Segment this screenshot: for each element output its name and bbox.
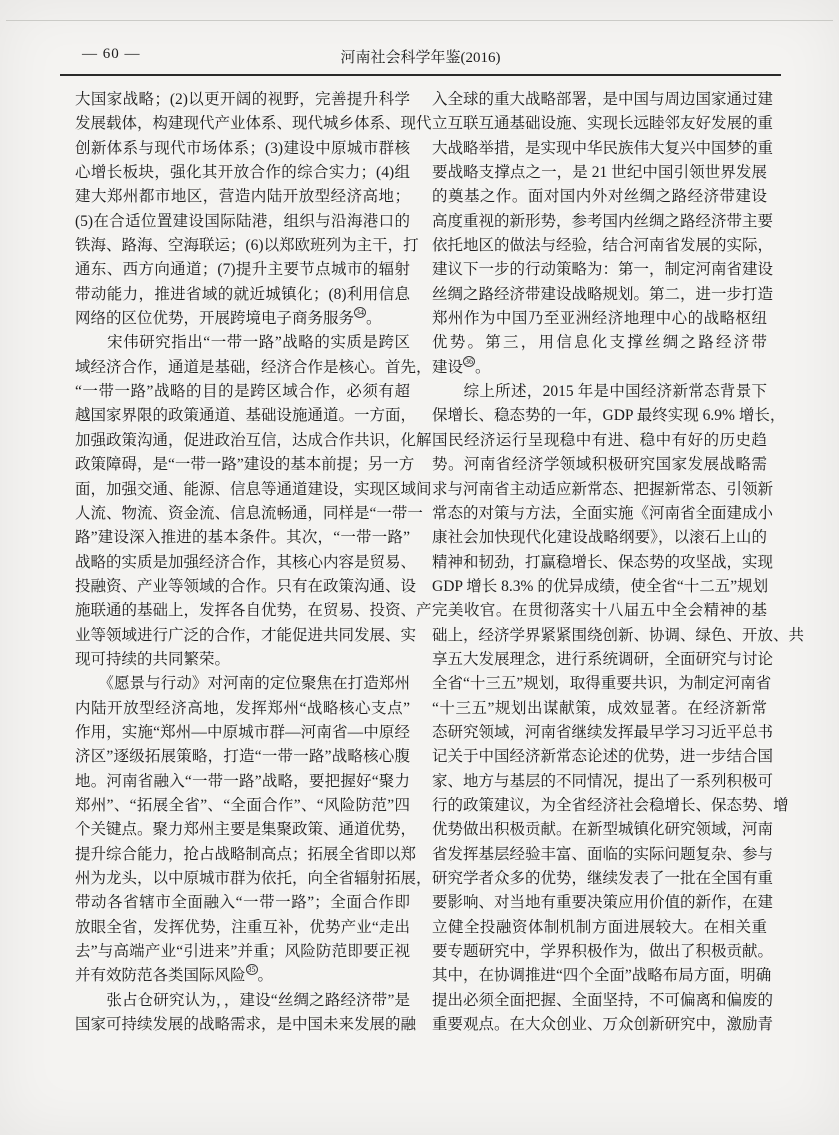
text-line: 建大郑州都市地区，营造内陆开放型经济高地；	[75, 188, 410, 206]
text-line: 投融资、产业等领域的合作。只有在政策沟通、设	[75, 577, 417, 595]
running-title: 河南社会科学年鉴(2016)	[340, 50, 501, 66]
text-line: 提出必须全面把握、全面坚持，不可偏离和偏废的	[432, 991, 774, 1009]
text-line: “十三五”规划出谋献策，成效显著。在经济新常	[432, 699, 767, 717]
text-line: 心增长板块，强化其开放合作的综合实力；(4)组	[75, 164, 410, 182]
text-line: 康社会加快现代化建设战略纲要》，以滚石上山的	[432, 529, 767, 547]
text-line: 建议下一步的行动策略为：第一，制定河南省建设	[432, 261, 774, 279]
text-line: 路”建设深入推进的基本条件。其次，“一带一路”	[75, 529, 410, 547]
text-line: 带动能力，推进省域的就近城镇化；(8)利用信息	[75, 285, 410, 303]
text-line: 研究学者众多的优势，继续发表了一批在全国有重	[432, 870, 774, 887]
text-line: 础上，经济学界紧紧围绕创新、协调、绿色、开放、共	[432, 626, 805, 644]
text-line: 家、地方与基层的不同情况，提出了一系列积极可	[432, 772, 774, 790]
text-line: 丝绸之路经济带建设战略规划。第二，进一步打造	[432, 285, 774, 303]
text-line: 其中，在协调推进“四个全面”战略布局方面，明确	[432, 967, 772, 985]
header-rule	[60, 74, 781, 76]
text-line: 优势。第三，用信息化支撑丝绸之路经济带	[432, 334, 767, 352]
text-line: 张占仓研究认为，，建设“丝绸之路经济带”是	[75, 991, 410, 1009]
text-line: 郑州”、“拓展全省”、“全面合作”、“风险防范”四	[75, 796, 410, 814]
text-line: 势。河南省经济学领域积极研究国家发展战略需	[432, 456, 767, 474]
text-line: 现可持续的共同繁荣。	[75, 650, 231, 668]
text-line: 要战略支撑点之一，是 21 世纪中国引领世界发展	[432, 164, 767, 182]
text-line: 高度重视的新形势，参考国内丝绸之路经济带主要	[432, 212, 774, 230]
text-line: 铁海、路海、空海联运；(6)以郑欧班列为主干，打	[75, 237, 419, 255]
text-line: 建设 $^{36}$ 。	[432, 356, 491, 376]
text-line: 的奠基之作。面对国内外对丝绸之路经济带建设	[432, 188, 767, 206]
footnote-ref: 34	[356, 307, 365, 317]
text-line: 入全球的重大战略部署，是中国与周边国家通过建	[432, 91, 774, 108]
text-line: 创新体系与现代市场体系；(3)建设中原城市群核	[75, 139, 410, 157]
footnote-ref: 35	[247, 965, 256, 975]
column-left	[75, 88, 432, 1037]
text-line: 立健全投融资体制机制方面进展较大。在相关重	[432, 918, 767, 936]
text-line: 人流、物流、资金流、信息流畅通，同样是“一带一	[75, 504, 423, 522]
text-line: 个关键点。聚力郑州主要是集聚政策、通道优势，	[75, 821, 417, 839]
text-line: 政策障碍，是“一带一路”建设的基本前提；另一方	[75, 456, 415, 474]
text-line: 发展载体，构建现代产业体系、现代城乡体系、现代	[75, 115, 432, 133]
text-line: (5)在合适位置建设国际陆港，组织与沿海港口的	[75, 212, 410, 230]
text-line: 国家可持续发展的战略需求，是中国未来发展的融	[75, 1016, 417, 1034]
text-columns	[75, 88, 805, 1037]
text-line: 内陆开放型经济高地，发挥郑州“战略核心支点”	[75, 699, 410, 717]
text-line: 放眼全省，发挥优势，注重互补，优势产业“走出	[75, 918, 410, 936]
text-line: 地。河南省融入“一带一路”战略，要把握好“聚力	[75, 772, 410, 790]
text-line: 域经济合作，通道是基础，经济合作是核心。首先，	[75, 358, 432, 376]
text-line: 面，加强交通、能源、信息等通道建设，实现区域间	[75, 480, 432, 498]
text-line: 郑州作为中国乃至亚洲经济地理中心的战略枢纽	[432, 310, 767, 328]
text-line: 省发挥基层经验丰富、面临的实际问题复杂、参与	[432, 845, 774, 863]
text-line: 济区”逐级拓展策略，打造“一带一路”战略核心腹	[75, 748, 410, 766]
text-line: 行的政策建议，为全省经济社会稳增长、保态势、增	[432, 796, 789, 814]
text-line: 州为龙头，以中原城市群为依托，向全省辐射拓展，	[75, 870, 432, 887]
text-line: 网络的区位优势，开展跨境电子商务服务 $^{34}$ 。	[75, 307, 382, 328]
text-line: 优势做出积极贡献。在新型城镇化研究领域，河南	[432, 821, 774, 839]
scan-edge-line	[6, 20, 833, 21]
footnote-ref: 36	[465, 356, 474, 366]
text-line: 要影响、对当地有重要决策应用价值的新作，在建	[432, 894, 774, 912]
text-line: 立互联互通基础设施、实现长远睦邻友好发展的重	[432, 115, 774, 133]
text-line: 保增长、稳态势的一年，GDP 最终实现 6.9% 增长，	[432, 407, 786, 425]
text-line: 享五大发展理念，进行系统调研，全面研究与讨论	[432, 650, 774, 668]
text-line: 去”与高端产业“引进来”并重；风险防范即要正视	[75, 943, 410, 961]
text-line: 求与河南省主动适应新常态、把握新常态、引领新	[432, 480, 774, 498]
text-line: 全省“十三五”规划，取得重要共识，为制定河南省	[432, 675, 772, 693]
page-number: — 60 —	[82, 46, 141, 62]
text-line: 重要观点。在大众创业、万众创新研究中，激励青	[432, 1016, 774, 1034]
column-right	[432, 88, 805, 1037]
text-line: 提升综合能力，抢占战略制高点；拓展全省即以郑	[75, 845, 417, 863]
text-line: 记关于中国经济新常态论述的优势，进一步结合国	[432, 748, 774, 766]
text-line: 并有效防范各类国际风险 $^{35}$ 。	[75, 965, 274, 985]
text-line: 作用，实施“郑州—中原城市群—河南省—中原经	[75, 723, 410, 741]
text-line: 常态的对策与方法，全面实施《河南省全面建成小	[432, 504, 774, 522]
text-line: 越国家界限的政策通道、基础设施通道。一方面，	[75, 407, 417, 425]
text-line: 完美收官。在贯彻落实十八届五中全会精神的基	[432, 602, 767, 620]
text-line: 施联通的基础上，发挥各自优势，在贸易、投资、产	[75, 602, 432, 620]
text-line: “一带一路”战略的目的是跨区域合作，必须有超	[75, 383, 410, 401]
page-header	[60, 46, 781, 68]
text-line: 大战略举措，是实现中华民族伟大复兴中国梦的重	[432, 139, 774, 157]
text-line: 精神和韧劲，打赢稳增长、保态势的攻坚战，实现	[432, 553, 774, 571]
text-line: 依托地区的做法与经验，结合河南省发展的实际，	[432, 237, 774, 255]
text-line: 要专题研究中，学界积极作为，做出了积极贡献。	[432, 943, 774, 961]
text-line: 大国家战略；(2)以更开阔的视野，完善提升科学	[75, 91, 410, 108]
text-line: 国民经济运行呈现稳中有进、稳中有好的历史趋	[432, 431, 767, 449]
text-line: 态研究领域，河南省继续发挥最早学习习近平总书	[432, 723, 774, 741]
text-line: GDP 增长 8.3% 的优异成绩，使全省“十二五”规划	[432, 577, 769, 595]
text-line: 业等领域进行广泛的合作，才能促进共同发展、实	[75, 626, 417, 644]
text-line: 带动各省辖市全面融入“一带一路”；全面合作即	[75, 894, 410, 912]
text-line: 战略的实质是加强经济合作，其核心内容是贸易、	[75, 553, 417, 571]
text-line: 《愿景与行动》对河南的定位聚焦在打造郑州	[75, 675, 410, 693]
text-line: 综上所述，2015 年是中国经济新常态背景下	[432, 383, 767, 401]
text-line: 加强政策沟通，促进政治互信，达成合作共识，化解	[75, 431, 432, 449]
text-line: 宋伟研究指出“一带一路”战略的实质是跨区	[75, 334, 410, 352]
text-line: 通东、西方向通道；(7)提升主要节点城市的辐射	[75, 261, 410, 279]
